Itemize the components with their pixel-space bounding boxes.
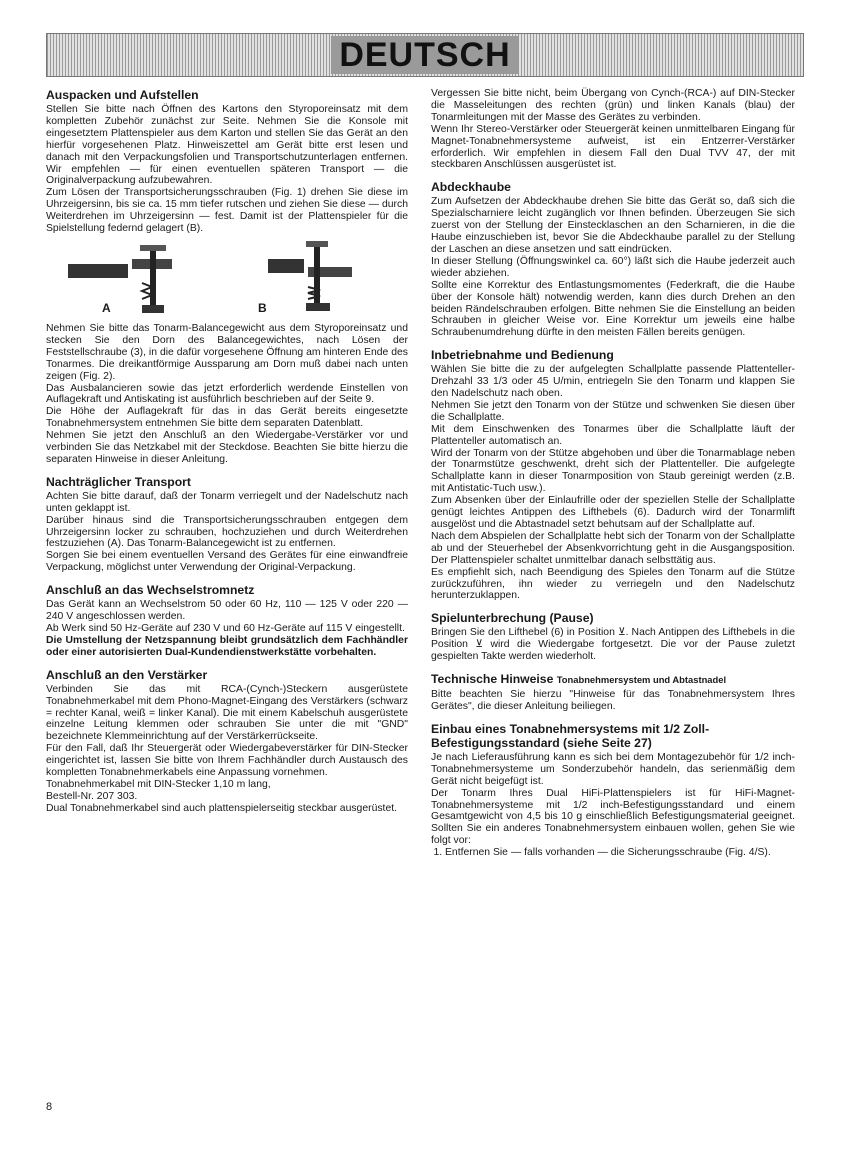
- paragraph: Stellen Sie bitte nach Öffnen des Kartons den Styroporeinsatz mit dem kompletten Zubehör zunächst zur Seite. Nehmen Sie die Konsole mit eingesetztem Plattenspieler aus dem Karton und stellen Sie das Gerät an den hierfür vorgesehenen Platz. Hinweiszettel am Gerät bitte erst lesen und danach mit den Verpackungsfolien und Transportschutzunterlagen entfernen. Wir empfehlen — für einen eventuellen späteren Transport — die Originalverpackung aufzubewahren.: [46, 104, 408, 187]
- paragraph: Zum Lösen der Transportsicherungsschrauben (Fig. 1) drehen Sie diese im Uhrzeigersinn, bis sie ca. 15 mm tiefer rutschen und ziehen Sie diese — durch Weiterdrehen im Uhrzeigersinn — fest. Damit ist der Plattenspieler für die Spielstellung federnd gelagert (B).: [46, 187, 408, 235]
- paragraph: Bringen Sie den Lifthebel (6) in Position ⊻. Nach Antippen des Lifthebels in die Position ⊻ wird die Wiedergabe fortgesetzt. Die vor der Pause zuletzt gespielten Takte werden wiederholt.: [431, 627, 795, 663]
- section-heading: Nachträglicher Transport: [46, 474, 191, 489]
- paragraph: Sollte eine Korrektur des Entlastungsmomentes (Federkraft, die die Haube über der Konsole hält) notwendig werden, kann dies durch Drehen an den beiden Rändelschrauben erfolgen. Bitte nehmen Sie die Einstellung an beiden Schrauben in gleicher Weise vor. Eine Korrektur um jeweils eine halbe Schraubenumdrehung dürfte in den meisten Fällen bereits genügen.: [431, 279, 795, 339]
- section-heading: Anschluß an das Wechselstromnetz: [46, 583, 255, 598]
- section-bedienung: [431, 348, 795, 602]
- paragraph: Nehmen Sie jetzt den Tonarm von der Stütze und schwenken Sie diesen über die Schallplatte.: [431, 399, 795, 423]
- paragraph: Die Höhe der Auflagekraft für das in das Gerät bereits eingesetzte Tonabnehmersystem entnehmen Sie bitte dem separaten Datenblatt.: [46, 406, 408, 430]
- right-column: [431, 88, 795, 868]
- section-heading: Anschluß an den Verstärker: [46, 667, 208, 682]
- paragraph: Wählen Sie bitte die zu der aufgelegten Schallplatte passende Plattenteller-Drehzahl 33 1/3 oder 45 U/min, entriegeln Sie den Tonarm und klappen Sie den Nadelschutz nach oben.: [431, 364, 795, 400]
- heading-sub: Tonabnehmersystem und Abtastnadel: [556, 674, 727, 686]
- paragraph: Sorgen Sie bei einem eventuellen Versand des Gerätes für eine einwandfreie Verpackung, möglichst unter Verwendung der Original-Verpackung.: [46, 550, 408, 574]
- paragraph: Ab Werk sind 50 Hz-Geräte auf 230 V und 60 Hz-Geräte auf 115 V eingestellt.: [46, 623, 405, 634]
- paragraph: Für den Fall, daß Ihr Steuergerät oder Wiedergabeverstärker für DIN-Stecker eingerichtet ist, lassen Sie bitte von Ihrem Fachhändler durch Austausch des kompletten Tonabnehmerkabels eine Anpassung vornehmen.: [46, 743, 408, 779]
- paragraph: Die Umstellung der Netzspannung bleibt grundsätzlich dem Fachhändler oder einer autorisierten Dual-Kundendienstwerkstätte vorbehalten.: [46, 634, 408, 658]
- section-verstaerker: [46, 668, 408, 815]
- section-heading: Auspacken und Aufstellen: [46, 88, 199, 102]
- paragraph: Der Tonarm Ihres Dual HiFi-Plattenspielers ist für HiFi-Magnet-Tonabnehmersysteme mit 1/2 inch-Befestigungsstandard und einem Gesamtgewicht von 4,5 bis 10 g einschließlich Befestigungsmaterial geeignet. Sollten Sie ein anderes Tonabnehmersystem einbauen wollen, gehen Sie wie folgt vor:: [431, 787, 795, 847]
- paragraph: Zum Aufsetzen der Abdeckhaube drehen Sie bitte das Gerät so, daß sich die Spezialscharniere leicht zugänglich vor Ihnen befinden. Überzeugen Sie sich zuerst von der Stellung der Einstecklaschen an den Scharnieren, in die die Haube einzuschieben ist, bevor Sie die Abdeckhaube parallel zu der Stellung der Laschen an diese ansetzen und satt eindrücken.: [431, 196, 795, 255]
- section-einbau: [431, 722, 795, 859]
- paragraph: Tonabnehmerkabel mit DIN-Stecker 1,10 m lang,: [46, 778, 271, 790]
- paragraph: Nehmen Sie bitte das Tonarm-Balancegewicht aus dem Styroporeinsatz und stecken Sie den Dorn des Balancegewichtes, nach Lösen der Feststellschraube (3), in die dafür vorgesehene Öffnung am hinteren Ende des Tonarmes. Die dreikantförmige Aussparung am Dorn muß dabei nach unten zeigen (Fig. 2).: [46, 322, 408, 382]
- section-heading: Einbau eines Tonabnehmersystems mit 1/2 Zoll-Befestigungsstandard (siehe Seite 27): [431, 721, 710, 750]
- paragraph: Mit dem Einschwenken des Tonarmes über die Schallplatte läuft der Plattenteller automatisch an.: [431, 423, 795, 447]
- section-intro: [431, 88, 795, 171]
- paragraph: Je nach Lieferausführung kann es sich bei dem Montagezubehör für 1/2 inch-Tonabnehmersysteme um Sonderzubehör handeln, das serienmäßig dem Gerät nicht beigefügt ist.: [431, 751, 795, 787]
- paragraph: Darüber hinaus sind die Transportsicherungsschrauben entgegen dem Uhrzeigersinn locker zu schrauben, hochzuziehen und durch Weiterdrehen festzuziehen (A). Das Tonarm-Balancegewicht ist zu entfernen.: [46, 514, 408, 550]
- paragraph: Achten Sie bitte darauf, daß der Tonarm verriegelt und der Nadelschutz nach unten geklappt ist.: [46, 490, 408, 514]
- paragraph: Das Gerät kann an Wechselstrom 50 oder 60 Hz, 110 — 125 V oder 220 — 240 V angeschlossen werden.: [46, 599, 408, 623]
- paragraph: In dieser Stellung (Öffnungswinkel ca. 60°) läßt sich die Haube jederzeit auch wieder abziehen.: [431, 255, 795, 279]
- paragraph: Dual Tonabnehmerkabel sind auch plattenspielerseitig steckbar ausgerüstet.: [46, 802, 397, 814]
- paragraph: Es empfiehlt sich, nach Beendigung des Spieles den Tonarm auf die Stütze zurückzuführen, ihn wieder zu verriegeln und den Nadelschutz herunterzuklappen.: [431, 566, 795, 602]
- figure-label-a: A: [102, 300, 111, 315]
- figure-transport-screws: [46, 239, 408, 319]
- paragraph: Nehmen Sie jetzt den Anschluß an den Wiedergabe-Verstärker vor und verbinden Sie das Netzkabel mit der Steckdose. Beachten Sie bitte hierzu die separaten Hinweise in dieser Anleitung.: [46, 430, 408, 465]
- left-column: [46, 88, 408, 824]
- header-banner: [46, 33, 804, 77]
- section-pause: [431, 611, 795, 663]
- section-heading: Inbetriebnahme und Bedienung: [431, 348, 614, 363]
- paragraph: Vergessen Sie bitte nicht, beim Übergang von Cynch-(RCA-) auf DIN-Stecker die Masseleitungen des rechten (grün) und linken Kanals (blau) der Tonarmleitungen mit der Masse des Gerätes zu verbinden.: [431, 88, 795, 123]
- section-netz: [46, 583, 408, 659]
- section-heading: Spielunterbrechung (Pause): [431, 611, 594, 626]
- list-item: 1. Entfernen Sie — falls vorhanden — die Sicherungsschraube (Fig. 4/S).: [445, 847, 795, 859]
- section-transport: [46, 475, 408, 574]
- section-heading: Abdeckhaube: [431, 180, 511, 195]
- heading-main: Technische Hinweise: [431, 672, 554, 687]
- section-heading: [431, 672, 795, 687]
- paragraph: Bestell-Nr. 207 303.: [46, 790, 138, 802]
- paragraph: Wird der Tonarm von der Stütze abgehoben und über die Tonarmablage neben der Tonarmstütze geschwenkt, dreht sich der Plattenteller. Die aufgelegte Schallplatte kann in dieser Tonarmposition von Staub gereinigt werden (z.B. mit Antistatic-Tuch usw.).: [431, 447, 795, 495]
- section-technik: [431, 672, 795, 713]
- paragraph: Wenn Ihr Stereo-Verstärker oder Steuergerät keinen unmittelbaren Eingang für Magnet-Tonabnehmersysteme aufweist, ist ein Entzerrer-Verstärker erforderlich. Wir empfehlen in diesem Fall den Dual TVV 47, der mit steckbaren Anschlüssen ausgerüstet ist.: [431, 123, 795, 171]
- paragraph: Das Ausbalancieren sowie das jetzt erforderlich werdende Einstellen von Auflagekraft und Antiskating ist ausführlich beschrieben auf der Seite 9.: [46, 382, 408, 406]
- step-list: [431, 847, 795, 859]
- section-abdeckhaube: [431, 180, 795, 339]
- figure-label-b: B: [258, 300, 267, 315]
- page-number: 8: [46, 1101, 53, 1113]
- paragraph: Zum Absenken über der Einlaufrille oder der speziellen Stelle der Schallplatte genügt leichtes Antippen des Lifthebels (6). Dadurch wird der Tonarmlift ausgelöst und die Abtastnadel setzt behutsam auf der Schallplatte auf.: [431, 495, 795, 530]
- paragraph: Nach dem Abspielen der Schallplatte hebt sich der Tonarm von der Schallplatte ab und der Steuerhebel der Absenkvorrichtung geht in die Ausgangsposition. Der Plattenspieler schaltet unmittelbar danach selbsttätig aus.: [431, 530, 795, 566]
- transport-screw-diagram: [46, 239, 408, 319]
- paragraph: Verbinden Sie das mit RCA-(Cynch-)Steckern ausgerüstete Tonabnehmerkabel mit dem Phono-Magnet-Eingang des Verstärkers (schwarz = rechter Kanal, weiß = linker Kanal). Die mit einem Kabelschuh ausgerüstete einzelne Leitung klemmen oder schrauben Sie unter die mit "GND" bezeichnete Klemmeinrichtung auf der Verstärkerrückseite.: [46, 683, 408, 743]
- paragraph: Bitte beachten Sie hierzu "Hinweise für das Tonabnehmersystem Ihres Gerätes", die dieser Anleitung beiliegen.: [431, 689, 795, 712]
- page-title: DEUTSCH: [331, 36, 518, 74]
- section-auspacken: [46, 88, 408, 466]
